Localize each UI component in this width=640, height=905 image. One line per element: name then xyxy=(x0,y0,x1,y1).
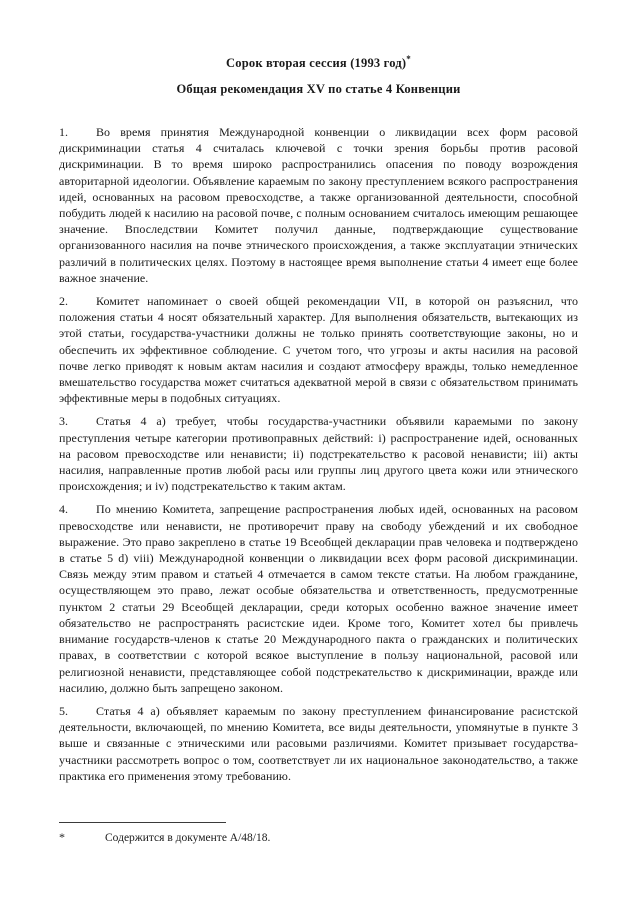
paragraph-text: Во время принятия Международной конвенции о ликвидации всех форм расовой дискриминации статья 4 считалась ключевой с точки зрения борьбы против расовой дискриминации. В то время широко распространились опасения по поводу возрождения авторитарной идеологии. Объявление караемым по закону преступлением всякого распространения идей, основанных на расовом превосходстве, а также организованной деятельности, способной побудить людей к насилию на расовой почве, с полным основанием считалось имеющим решающее значение. Впоследствии Комитет получил данные, подтверждающие существование организованного насилия на почве этнического происхождения, а также эксплуатации этнических различий в политических целях. Поэтому в настоящее время выполнение статьи 4 имеет еще более важное значение. xyxy=(59,125,578,285)
paragraph-number: 4. xyxy=(59,502,69,517)
paragraph-4 xyxy=(59,501,578,695)
session-title xyxy=(59,53,578,71)
footnote-section xyxy=(59,822,578,845)
paragraph-text: Статья 4 а) требует, чтобы государства-участники объявили караемыми по закону преступления четыре категории противоправных действий: i) распространение идей, основанных на расовом превосходстве или ненависти; ii) подстрекательство к расовой ненависти; iii) акты насилия, направленные против любой расы или группы лиц другого цвета кожи или этнического происхождения; и iv) подстрекательство к таким актам. xyxy=(59,414,578,494)
paragraph-text: Статья 4 а) объявляет караемым по закону преступлением финансирование расистской деятельности, включающей, по мнению Комитета, все виды деятельности, упомянутые в пункте 3 выше и связанные с этническими или расовыми различиями. Комитет призывает государства-участники рассмотреть вопрос о том, соответствует ли их национальное законодательство, а также практика его применения этому требованию. xyxy=(59,703,578,783)
paragraph-text: Комитет напоминает о своей общей рекомендации VII, в которой он разъяснил, что положения статьи 4 носят обязательный характер. Для выполнения обязательств, вытекающих из этой статьи, государства-участники должны не только принять соответствующие законы, но и обеспечить их эффективное соблюдение. С учетом того, что угрозы и акты насилия на расовой почве легко приводят к новым актам насилия и создают атмосферу вражды, только немедленное вмешательство государства может считаться адекватной мерой в связи с обязательством принимать эффективные меры в подобных ситуациях. xyxy=(59,294,578,406)
footnote-text: Содержится в документе A/48/18. xyxy=(105,832,271,844)
paragraph-5 xyxy=(59,703,578,784)
paragraph-3 xyxy=(59,413,578,494)
paragraph-number: 2. xyxy=(59,294,69,309)
footnote-marker: * xyxy=(59,830,65,844)
paragraph-number: 1. xyxy=(59,125,69,139)
paragraph-number: 3. xyxy=(59,414,69,429)
paragraph-text: По мнению Комитета, запрещение распространения любых идей, основанных на расовом превосходстве или ненависти, не противоречит праву на свободу убеждений и их свободное выражение. Это право закреплено в статье 19 Всеобщей декларации прав человека и подтверждено в статье 5 d) viii) Международной конвенции о ликвидации всех форм расовой дискриминации. Связь между этим правом и статьей 4 отмечается в самом тексте статьи. На любом гражданине, осуществляющем это право, лежат особые обязательства и ответственность, предусмотренные пунктом 2 статьи 29 Всеобщей декларации, среди которых особенно важное значение имеет обязательство не распространять расистские идеи. Кроме того, Комитет хотел бы привлечь внимание государств-членов к статье 20 Международного пакта о гражданских и политических правах, в соответствии с которой всякое выступление в пользу национальной, расовой или религиозной ненависти, представляющее собой подстрекательство к дискриминации, вражде или насилию, должно быть запрещено законом. xyxy=(59,502,578,695)
footnote xyxy=(59,830,578,845)
footnote-divider xyxy=(59,822,226,823)
paragraph-2 xyxy=(59,293,578,406)
paragraph-number: 5. xyxy=(59,703,69,718)
document-content xyxy=(59,53,578,791)
recommendation-title: Общая рекомендация XV по статье 4 Конвенции xyxy=(176,82,461,96)
paragraph-1 xyxy=(59,124,578,286)
session-title-text: Сорок вторая сессия (1993 год) xyxy=(226,56,407,70)
session-title-footnote-marker: * xyxy=(406,53,411,64)
document-body xyxy=(59,124,578,784)
